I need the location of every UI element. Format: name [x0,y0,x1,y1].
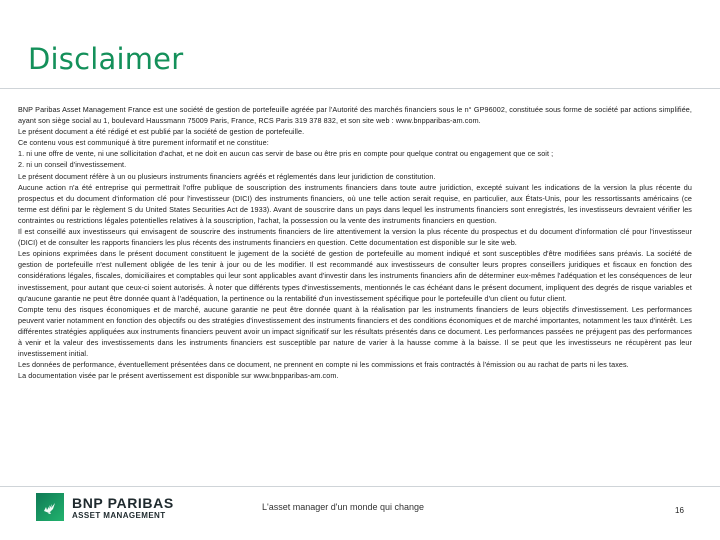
disclaimer-paragraph: La documentation visée par le présent avertissement est disponible sur www.bnpparibas-am.com. [18,371,339,381]
page-title: Disclaimer [28,42,184,76]
logo-subtitle: ASSET MANAGEMENT [72,511,166,520]
disclaimer-paragraph: Les données de performance, éventuellement présentées dans ce document, ne prennent en compte ni les commissions et frais contractés à l'émission ou au rachat de parts ni les taxes. [18,360,629,370]
stars-graphic [38,495,62,519]
disclaimer-paragraph: BNP Paribas Asset Management France est une société de gestion de portefeuille agréée par l'Autorité des marchés financiers sous le n° GP96002, constituée sous forme de société par actions simplifiée, ayant son siège social au 1, boulevard Haussmann 75009 Paris, France, RCS Paris 319 378 832, et son site web : www.bnpparibas-am.com. [18,105,692,126]
title-divider [0,88,720,89]
disclaimer-paragraph: Les opinions exprimées dans le présent document constituent le jugement de la société de gestion de portefeuille au moment indiqué et sont susceptibles d'être modifiées sans préavis. La société de gestion de portefeuille n'est nullement obligée de les tenir à jour ou de les modifier. Il est recommandé aux investisseurs de consulter leurs propres conseillers juridiques et fiscaux en fonction des considérations légales, fiscales, domiciliaires et comptables qui leur sont applicables avant d'investir dans les instruments financiers afin de déterminer eux-mêmes l'adéquation et les conséquences de leur investissement, pour autant que ceux-ci soient autorisés. À noter que différents types d'investissements, mentionnés le cas échéant dans le présent document, impliquent des degrés de risque variables et qu'aucune garantie ne peut être donnée quant à l'adéquation, la pertinence ou la rentabilité d'un investissement spécifique pour le portefeuille d'un client ou futur client. [18,249,692,303]
logo-wordmark: BNP PARIBAS [72,495,174,511]
disclaimer-paragraph: Le présent document a été rédigé et est publié par la société de gestion de portefeuille. [18,127,305,137]
disclaimer-paragraph: Le présent document réfère à un ou plusieurs instruments financiers agréés et réglementés dans leur juridiction de constitution. [18,171,436,181]
bnp-paribas-logo [36,493,186,527]
disclaimer-paragraph: Aucune action n'a été entreprise qui permettrait l'offre publique de souscription des instruments financiers dans toute autre juridiction, excepté suivant les indications de la version la plus récente du prospectus et du document d'information clé pour l'investisseur (DICI) des instruments financiers, où une telle action serait requise, en particulier, aux États-Unis, pour les ressortissants américains (ce terme est défini par le règlement S du United States Securities Act de 1933). Avant de souscrire dans un pays dans lequel les instruments financiers sont enregistrés, les investisseurs devraient vérifier les contraintes ou restrictions légales potentielles relatives à la souscription, l'achat, la possession ou la vente des instruments financiers en question. [18,182,692,225]
disclaimer-paragraph: Ce contenu vous est communiqué à titre purement informatif et ne constitue: [18,138,269,148]
disclaimer-body [18,104,692,381]
bnp-stars-logo-icon [36,493,64,521]
disclaimer-paragraph: Il est conseillé aux investisseurs qui envisagent de souscrire des instruments financiers de lire attentivement la version la plus récente du prospectus et du document d'information clé pour l'investisseur (DICI) et de consulter les rapports financiers les plus récents des instruments financiers en question. Cette documentation est disponible sur le site web. [18,227,692,248]
disclaimer-paragraph: 1. ni une offre de vente, ni une sollicitation d'achat, et ne doit en aucun cas servir de base ou être pris en compte pour quelque contrat ou engagement que ce soit ; [18,149,554,159]
disclaimer-paragraph: 2. ni un conseil d'investissement. [18,160,127,170]
footer-divider [0,486,720,487]
footer-tagline: L'asset manager d'un monde qui change [262,502,425,512]
disclaimer-paragraph: Compte tenu des risques économiques et de marché, aucune garantie ne peut être donnée quant à la réalisation par les instruments financiers de leurs objectifs d'investissement. Les performances peuvent varier notamment en fonction des objectifs ou des stratégies d'investissement des instruments financiers et des conditions économiques et de marché importantes, notamment les taux d'intérêt. Les différentes stratégies appliquées aux instruments financiers peuvent avoir un impact significatif sur les résultats présentés dans ce document. Les performances passées ne préjugent pas des performances à venir et la valeur des investissements dans les instruments financiers est susceptible par nature de varier à la hausse comme à la baisse. Il se peut que les investisseurs ne récupèrent pas leur investissement initial. [18,304,692,359]
page-number: 16 [675,506,684,515]
